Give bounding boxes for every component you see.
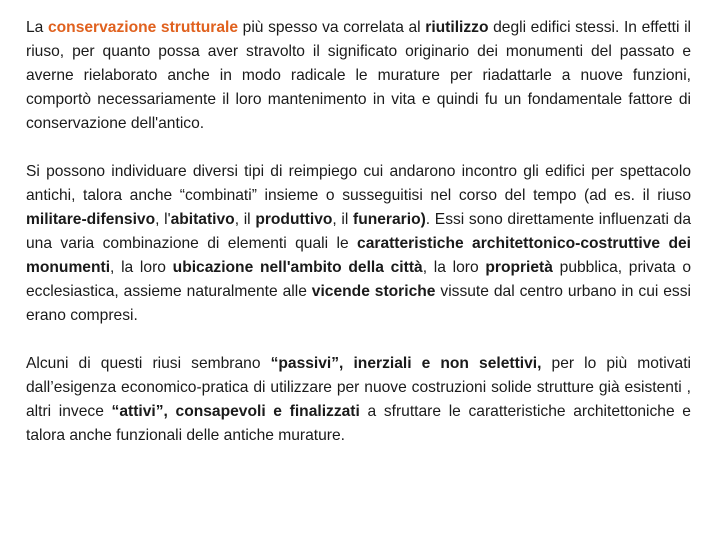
bold-vicende-storiche: vicende storiche xyxy=(311,283,436,300)
text-run: , il xyxy=(332,211,354,228)
bold-militare-difensivo: militare-difensivo xyxy=(26,211,156,228)
text-run: vissute dal centro urbano in cui essi erano compresi. xyxy=(26,283,691,324)
bold-ubicazione: ubicazione nell'ambito della città xyxy=(172,259,423,276)
text-run: per lo più motivati dall’esigenza economico-pratica di utilizzare per nuove costruzioni solide strutture già esistenti , altri invece xyxy=(26,355,691,420)
text-run: , la loro xyxy=(110,259,173,276)
text-run: , l' xyxy=(155,211,171,228)
bold-funerario: funerario) xyxy=(353,211,426,228)
text-run: , il xyxy=(234,211,256,228)
bold-proprieta: proprietà xyxy=(485,259,553,276)
text-run: pubblica, privata o ecclesiastica, assieme naturalmente alle xyxy=(26,259,691,300)
slide-body xyxy=(26,16,691,472)
highlight-conservazione-strutturale: conservazione strutturale xyxy=(47,19,239,36)
bold-riutilizzo: riutilizzo xyxy=(425,19,489,36)
text-run: a sfruttare le caratteristiche architettoniche e talora anche funzionali delle antiche murature. xyxy=(26,403,691,444)
bold-produttivo: produttivo xyxy=(255,211,333,228)
text-run: . Essi sono direttamente influenzati da una varia combinazione di elementi quali le xyxy=(26,211,691,252)
paragraph-passive-active xyxy=(26,352,691,448)
paragraph-reuse-types xyxy=(26,160,691,328)
bold-caratteristiche: caratteristiche architettonico-costruttive dei monumenti xyxy=(26,235,691,276)
text-run: degli edifici stessi. In effetti il riuso, per quanto possa aver stravolto il significato originario dei monumenti del passato e averne rielaborato anche in modo radicale le murature per riadattarle a nuove funzioni, comportò necessariamente il loro mantenimento in vita e quindi fu un fondamentale fattore di conservazione dell'antico. xyxy=(26,19,691,132)
text-run: più spesso va correlata al xyxy=(238,19,426,36)
bold-passivi: “passivi”, inerziali e non selettivi, xyxy=(270,355,542,372)
bold-attivi: “attivi”, consapevoli e finalizzati xyxy=(111,403,360,420)
text-run: Alcuni di questi riusi sembrano xyxy=(26,355,271,372)
bold-abitativo: abitativo xyxy=(170,211,235,228)
text-run: Si possono individuare diversi tipi di reimpiego cui andarono incontro gli edifici per spettacolo antichi, talora anche “combinati” insieme o susseguitisi nel corso del tempo (ad es. il riuso xyxy=(26,163,691,204)
paragraph-conservation xyxy=(26,16,691,136)
text-run: La xyxy=(26,19,48,36)
text-run: , la loro xyxy=(422,259,486,276)
